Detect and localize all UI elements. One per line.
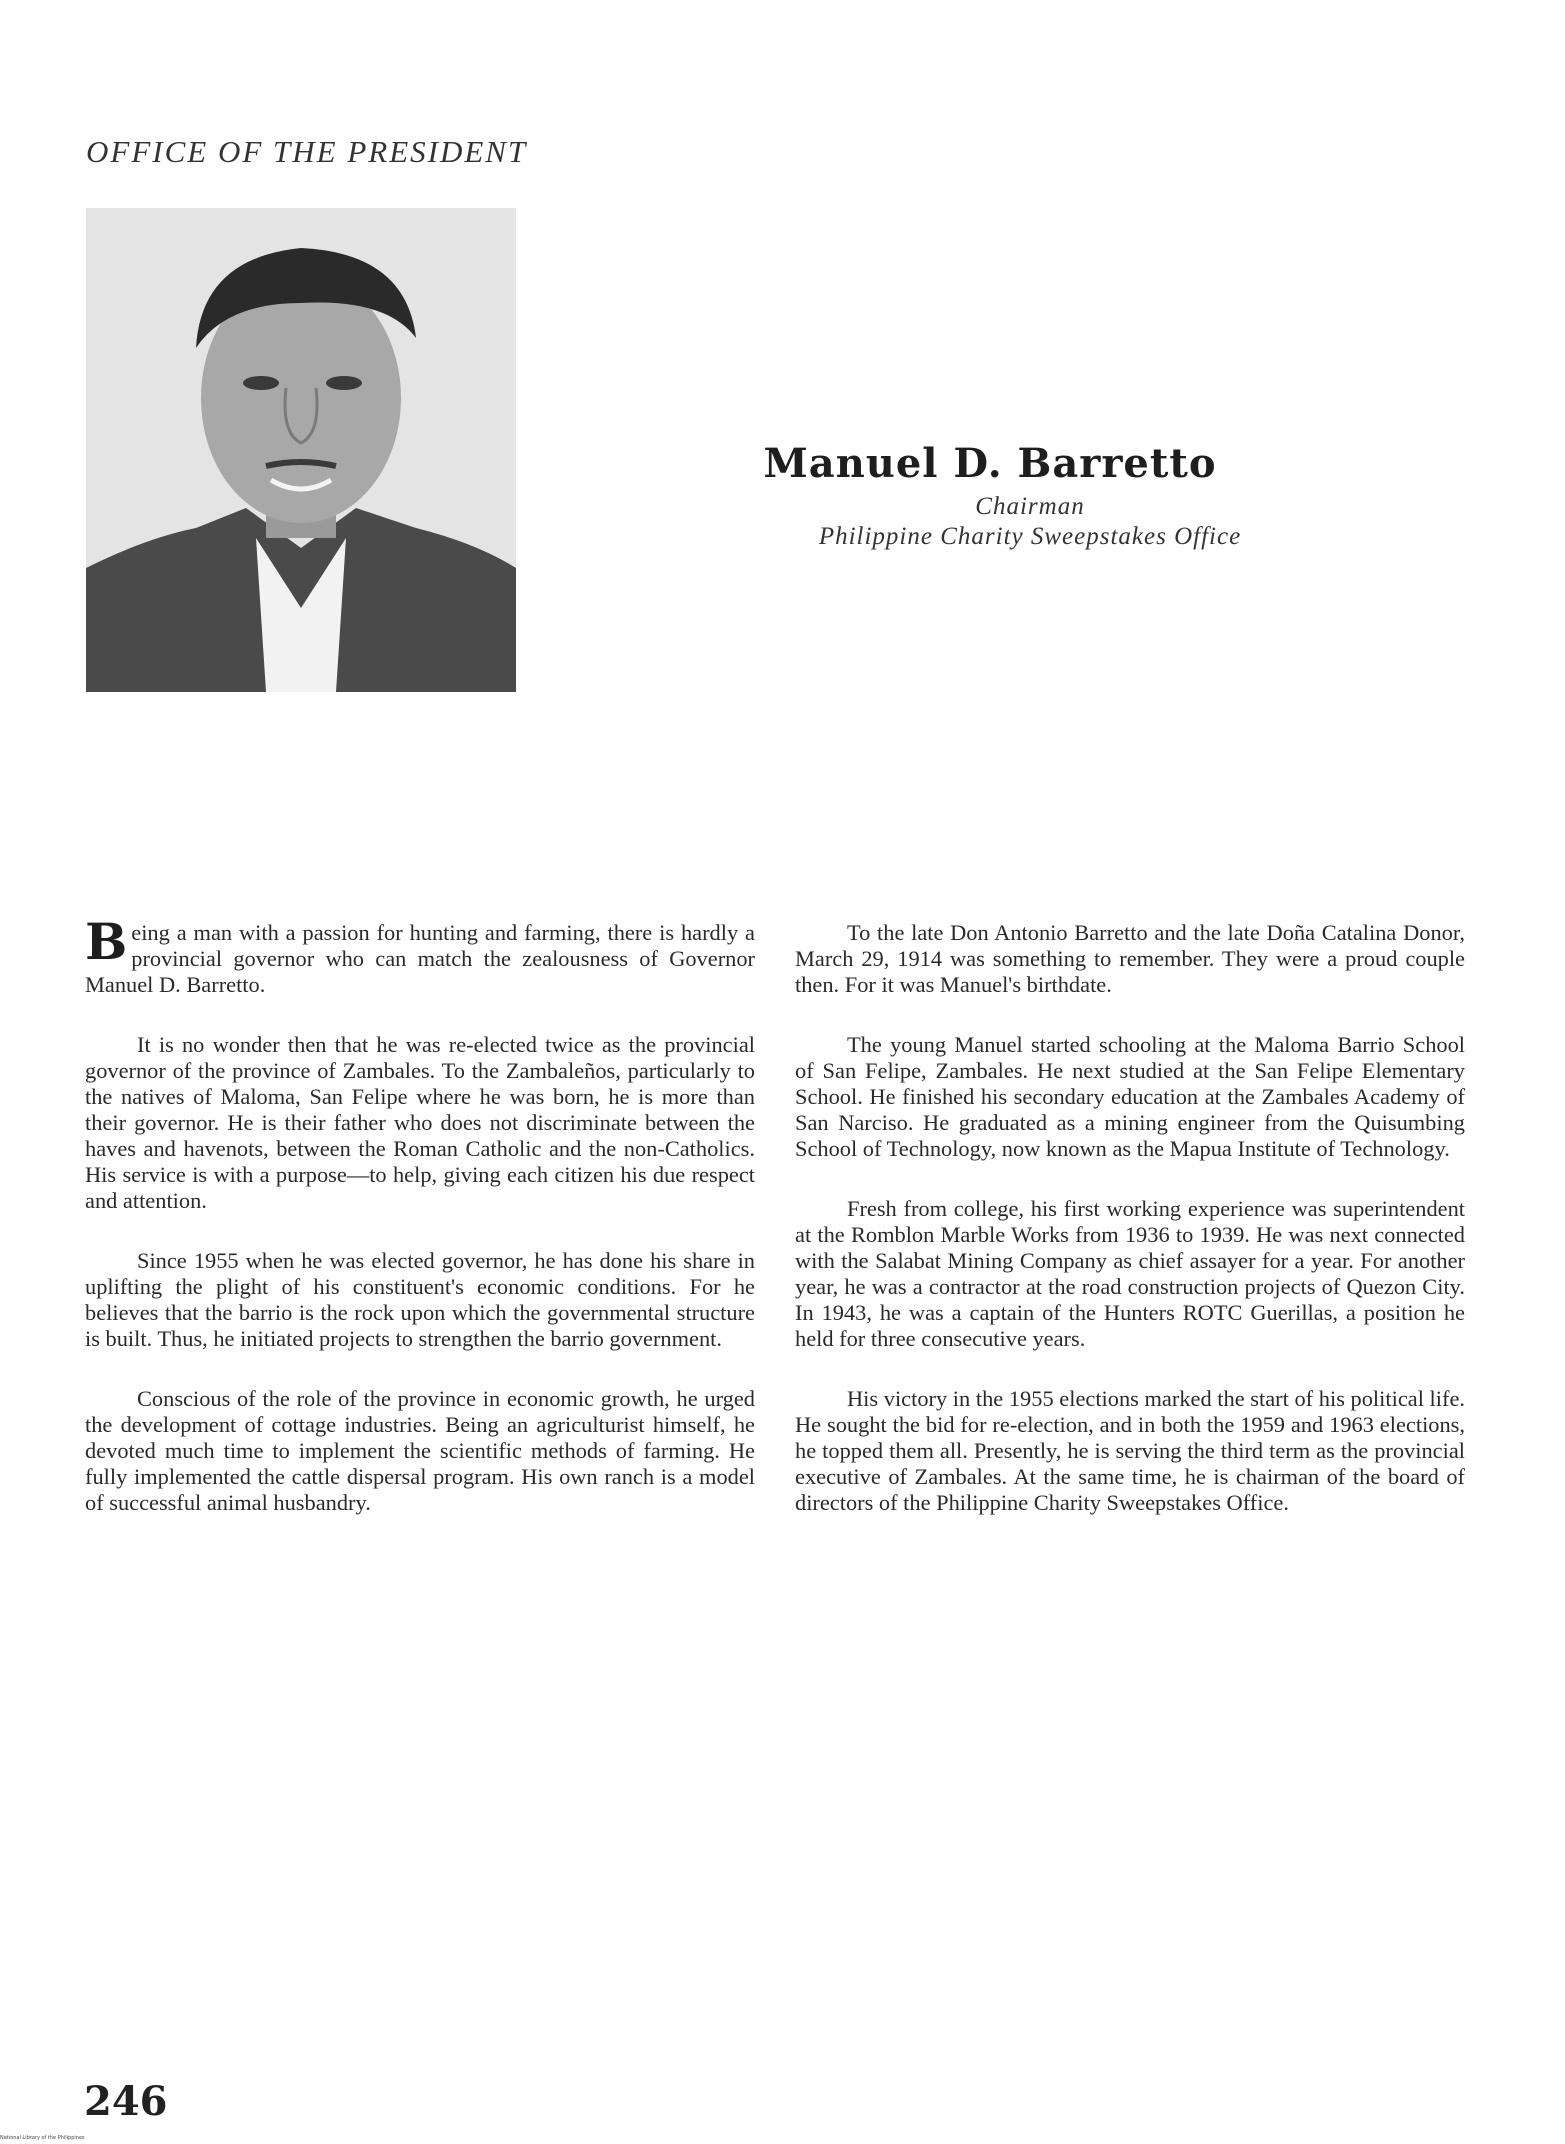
drop-cap: B [85,912,128,971]
paragraph: Since 1955 when he was elected governor, he has done his share in uplifting the plight of his constituent's economic conditions. For he believes that the barrio is the rock upon which the governmental structure is built. Thus, he initiated projects to strengthen the barrio government. [85,1248,755,1351]
lead-text: eing a man with a passion for hunting and farming, there is hardly a provincial governor who can match the zealousness of Governor Manuel D. Barretto. [85,920,755,997]
source-note: National Library of the Philippines [0,2135,85,2141]
paragraph: To the late Don Antonio Barretto and the late Doña Catalina Donor, March 29, 1914 was something to remember. They were a proud couple then. For it was Manuel's birthdate. [795,920,1465,997]
section-header: OFFICE OF THE PRESIDENT [86,134,528,169]
person-office: Philippine Charity Sweepstakes Office [818,523,1242,550]
portrait-image [86,208,516,692]
person-title: Chairman [975,493,1085,520]
paragraph [85,912,755,998]
article-column-left [85,912,755,1550]
paragraph: His victory in the 1955 elections marked the start of his political life. He sought the bid for re-election, and in both the 1959 and 1963 elections, he topped them all. Presently, he is serving the third term as the provincial executive of Zambales. At the same time, he is chairman of the board of directors of the Philippine Charity Sweepstakes Office. [795,1386,1465,1515]
paragraph: Conscious of the role of the province in economic growth, he urged the development of cottage industries. Being an agriculturist himself, he devoted much time to implement the scientific methods of farming. He fully implemented the cattle dispersal program. His own ranch is a model of successful animal husbandry. [85,1386,755,1515]
paragraph: Fresh from college, his first working experience was superintendent at the Romblon Marble Works from 1936 to 1939. He was next connected with the Salabat Mining Company as chief assayer for a year. For another year, he was a contractor at the road construction projects of Quezon City. In 1943, he was a captain of the Hunters ROTC Guerillas, a position he held for three consecutive years. [795,1196,1465,1351]
paragraph: It is no wonder then that he was re-elected twice as the provincial governor of the province of Zambales. To the Zambaleños, particularly to the natives of Maloma, San Felipe where he was born, he is more than their governor. He is their father who does not discriminate between the haves and havenots, between the Roman Catholic and the non-Catholics. His service is with a purpose—to help, giving each citizen his due respect and attention. [85,1032,755,1213]
profile-heading [720,440,1340,551]
article-column-right [795,920,1465,1550]
paragraph: The young Manuel started schooling at the Maloma Barrio School of San Felipe, Zambales. He next studied at the San Felipe Elementary School. He finished his secondary education at the Zambales Academy of San Narciso. He graduated as a mining engineer from the Quisumbing School of Technology, now known as the Mapua Institute of Technology. [795,1032,1465,1161]
page-number: 246 [84,2078,168,2125]
portrait-photo [86,208,516,692]
person-name: Manuel D. Barretto [763,440,1217,487]
